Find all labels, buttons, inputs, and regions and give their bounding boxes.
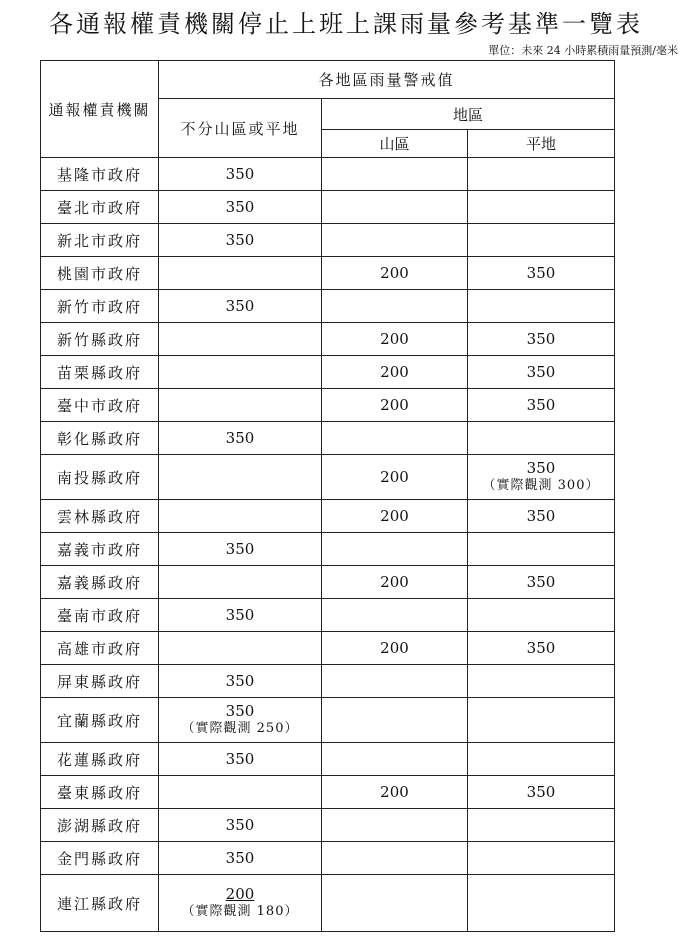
mountain-cell <box>322 422 468 455</box>
agency-cell: 宜蘭縣政府 <box>41 698 159 743</box>
table-row <box>41 191 615 224</box>
unified-value: 350 <box>225 750 255 768</box>
unified-cell <box>159 158 322 191</box>
plain-cell <box>468 500 615 533</box>
agency-cell: 金門縣政府 <box>41 842 159 875</box>
agency-cell: 屏東縣政府 <box>41 665 159 698</box>
mountain-cell <box>322 842 468 875</box>
unified-value: 350 <box>225 816 255 834</box>
unified-cell <box>159 290 322 323</box>
mountain-cell <box>322 257 468 290</box>
agency-cell: 新竹縣政府 <box>41 323 159 356</box>
table-row <box>41 323 615 356</box>
unified-note: （實際觀測 250） <box>181 721 299 736</box>
agency-cell: 高雄市政府 <box>41 632 159 665</box>
unified-value: 350 <box>225 165 255 183</box>
mountain-cell <box>322 323 468 356</box>
unified-value: 350 <box>225 297 255 315</box>
table-row <box>41 743 615 776</box>
plain-cell <box>468 842 615 875</box>
mountain-cell <box>322 356 468 389</box>
unified-note: （實際觀測 180） <box>181 904 299 919</box>
mountain-cell <box>322 698 468 743</box>
table-row <box>41 158 615 191</box>
plain-cell <box>468 875 615 932</box>
unified-cell <box>159 842 322 875</box>
plain-cell <box>468 566 615 599</box>
mountain-value: 200 <box>380 330 409 348</box>
unified-cell <box>159 632 322 665</box>
unified-value: 350 <box>225 606 255 624</box>
unified-cell <box>159 698 322 743</box>
unified-cell <box>159 533 322 566</box>
table-row <box>41 224 615 257</box>
plain-cell <box>468 599 615 632</box>
plain-cell <box>468 632 615 665</box>
plain-cell <box>468 665 615 698</box>
unified-cell <box>159 191 322 224</box>
plain-value: 350 <box>526 396 556 414</box>
agency-cell: 臺北市政府 <box>41 191 159 224</box>
mountain-cell <box>322 743 468 776</box>
table-row <box>41 533 615 566</box>
mountain-cell <box>322 632 468 665</box>
table-row <box>41 422 615 455</box>
header-unified: 不分山區或平地 <box>159 99 322 158</box>
plain-value: 350 <box>526 507 556 525</box>
plain-cell <box>468 776 615 809</box>
plain-cell <box>468 533 615 566</box>
unified-cell <box>159 224 322 257</box>
unified-cell <box>159 665 322 698</box>
agency-cell: 花蓮縣政府 <box>41 743 159 776</box>
mountain-cell <box>322 875 468 932</box>
unified-value: 350 <box>225 849 255 867</box>
plain-cell <box>468 698 615 743</box>
agency-cell: 彰化縣政府 <box>41 422 159 455</box>
mountain-cell <box>322 533 468 566</box>
mountain-value: 200 <box>380 363 409 381</box>
agency-cell: 臺中市政府 <box>41 389 159 422</box>
table-row <box>41 665 615 698</box>
mountain-cell <box>322 500 468 533</box>
agency-cell: 苗栗縣政府 <box>41 356 159 389</box>
unified-cell <box>159 356 322 389</box>
unified-cell <box>159 389 322 422</box>
unified-cell <box>159 323 322 356</box>
unified-cell <box>159 257 322 290</box>
plain-cell <box>468 158 615 191</box>
table-row <box>41 632 615 665</box>
unified-cell <box>159 743 322 776</box>
plain-cell <box>468 809 615 842</box>
plain-value: 350 <box>526 639 556 657</box>
agency-cell: 連江縣政府 <box>41 875 159 932</box>
unified-cell <box>159 776 322 809</box>
agency-cell: 新竹市政府 <box>41 290 159 323</box>
table-body <box>41 158 615 932</box>
table-row <box>41 500 615 533</box>
agency-cell: 嘉義市政府 <box>41 533 159 566</box>
plain-note: （實際觀測 300） <box>482 478 600 493</box>
table-row <box>41 455 615 500</box>
plain-cell <box>468 455 615 500</box>
unit-note: 單位：未來 24 小時累積雨量預測/毫米 <box>488 44 678 57</box>
mountain-cell <box>322 455 468 500</box>
plain-value: 350 <box>526 264 556 282</box>
plain-cell <box>468 290 615 323</box>
mountain-cell <box>322 224 468 257</box>
mountain-value: 200 <box>380 396 409 414</box>
table-row <box>41 566 615 599</box>
agency-cell: 南投縣政府 <box>41 455 159 500</box>
agency-cell: 新北市政府 <box>41 224 159 257</box>
agency-cell: 臺東縣政府 <box>41 776 159 809</box>
unified-cell <box>159 422 322 455</box>
unified-value: 350 <box>225 198 255 216</box>
header-region: 地區 <box>322 99 615 130</box>
unified-value: 350 <box>225 231 255 249</box>
table-row <box>41 698 615 743</box>
plain-cell <box>468 323 615 356</box>
plain-cell <box>468 257 615 290</box>
plain-cell <box>468 389 615 422</box>
page-title: 各通報權責機關停止上班上課雨量參考基準一覽表 <box>49 10 643 38</box>
plain-value: 350 <box>526 363 556 381</box>
table-row <box>41 842 615 875</box>
unified-value: 350 <box>225 672 255 690</box>
mountain-value: 200 <box>380 639 409 657</box>
table-row <box>41 290 615 323</box>
plain-value: 350 <box>526 573 556 591</box>
mountain-cell <box>322 158 468 191</box>
unified-cell <box>159 809 322 842</box>
table-row <box>41 599 615 632</box>
agency-cell: 雲林縣政府 <box>41 500 159 533</box>
unified-cell <box>159 566 322 599</box>
table-row <box>41 776 615 809</box>
mountain-cell <box>322 566 468 599</box>
header-threshold: 各地區雨量警戒值 <box>159 61 615 99</box>
table-row <box>41 875 615 932</box>
unified-cell <box>159 455 322 500</box>
header-agency: 通報權責機關 <box>41 61 159 158</box>
unified-value: 200 <box>225 885 255 903</box>
table-row <box>41 257 615 290</box>
mountain-value: 200 <box>380 783 409 801</box>
mountain-value: 200 <box>380 573 409 591</box>
agency-cell: 嘉義縣政府 <box>41 566 159 599</box>
table-row <box>41 356 615 389</box>
mountain-cell <box>322 776 468 809</box>
agency-cell: 桃園市政府 <box>41 257 159 290</box>
table-row <box>41 809 615 842</box>
agency-cell: 臺南市政府 <box>41 599 159 632</box>
mountain-value: 200 <box>380 507 409 525</box>
plain-value: 350 <box>526 783 556 801</box>
plain-cell <box>468 191 615 224</box>
unified-value: 350 <box>225 429 255 447</box>
unified-cell <box>159 500 322 533</box>
table-row <box>41 389 615 422</box>
plain-cell <box>468 224 615 257</box>
mountain-cell <box>322 389 468 422</box>
header-mountain: 山區 <box>322 130 468 158</box>
unified-cell <box>159 875 322 932</box>
plain-cell <box>468 743 615 776</box>
plain-value: 350 <box>526 459 556 477</box>
plain-value: 350 <box>526 330 556 348</box>
mountain-cell <box>322 191 468 224</box>
mountain-value: 200 <box>380 264 409 282</box>
mountain-value: 200 <box>380 468 409 486</box>
plain-cell <box>468 422 615 455</box>
agency-cell: 基隆市政府 <box>41 158 159 191</box>
header-plain: 平地 <box>468 130 615 158</box>
rainfall-threshold-table <box>40 60 615 932</box>
mountain-cell <box>322 665 468 698</box>
plain-cell <box>468 356 615 389</box>
mountain-cell <box>322 599 468 632</box>
unified-value: 350 <box>225 540 255 558</box>
unified-cell <box>159 599 322 632</box>
agency-cell: 澎湖縣政府 <box>41 809 159 842</box>
unified-value: 350 <box>225 702 255 720</box>
mountain-cell <box>322 809 468 842</box>
mountain-cell <box>322 290 468 323</box>
